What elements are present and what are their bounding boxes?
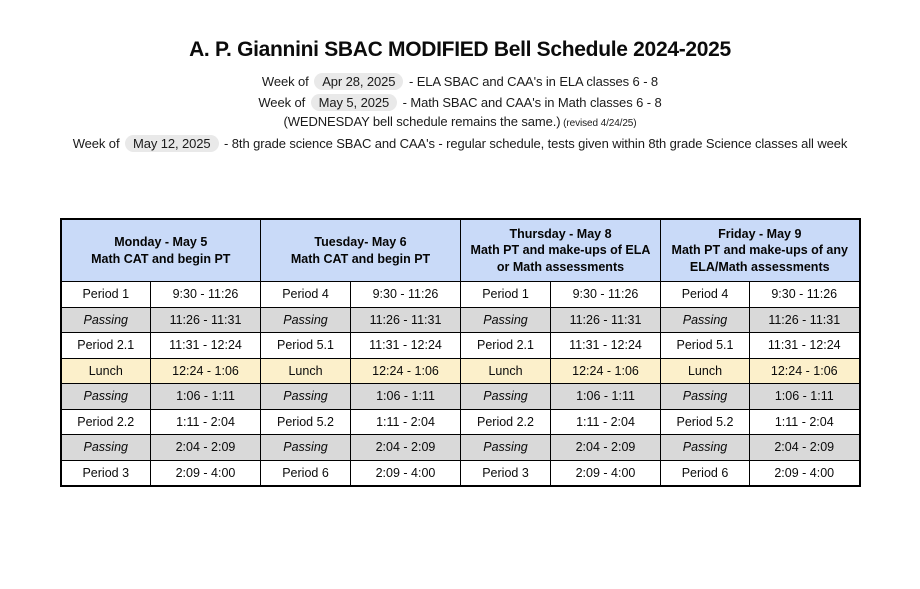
table-row — [61, 358, 860, 384]
week-line-1-prefix: Week of — [261, 74, 309, 89]
period-cell: Period 2.2 — [61, 409, 151, 435]
time-cell: 1:11 - 2:04 — [750, 409, 860, 435]
column-header-tuesday-subtitle: Math CAT and begin PT — [290, 251, 431, 266]
period-cell: Period 6 — [261, 460, 351, 486]
time-cell: 11:31 - 12:24 — [351, 333, 461, 359]
time-cell: 11:26 - 11:31 — [351, 307, 461, 333]
table-row — [61, 409, 860, 435]
week-line-1 — [0, 71, 920, 92]
time-cell: 12:24 - 1:06 — [351, 358, 461, 384]
time-cell: 12:24 - 1:06 — [551, 358, 661, 384]
time-cell: 11:31 - 12:24 — [551, 333, 661, 359]
wednesday-note-text: (WEDNESDAY bell schedule remains the same.) — [283, 114, 561, 129]
time-cell: 1:11 - 2:04 — [151, 409, 261, 435]
date-chip-may-5: May 5, 2025 — [311, 94, 397, 111]
period-cell: Period 5.2 — [661, 409, 750, 435]
wednesday-note-line — [0, 113, 920, 133]
week-line-3 — [0, 133, 920, 154]
date-chip-may-12: May 12, 2025 — [125, 135, 219, 152]
revised-note: (revised 4/24/25) — [560, 118, 637, 129]
period-cell: Period 3 — [61, 460, 151, 486]
column-header-friday-subtitle: Math PT and make-ups of any ELA/Math assessments — [671, 243, 848, 274]
week-line-2 — [0, 92, 920, 113]
period-cell: Lunch — [661, 358, 750, 384]
period-cell: Passing — [261, 435, 351, 461]
period-cell: Passing — [461, 435, 551, 461]
time-cell: 9:30 - 11:26 — [151, 282, 261, 308]
period-cell: Lunch — [61, 358, 151, 384]
page-title: A. P. Giannini SBAC MODIFIED Bell Schedule 2024-2025 — [189, 38, 731, 61]
period-cell: Period 6 — [661, 460, 750, 486]
time-cell: 11:26 - 11:31 — [750, 307, 860, 333]
period-cell: Period 5.1 — [661, 333, 750, 359]
time-cell: 2:09 - 4:00 — [351, 460, 461, 486]
column-header-friday — [661, 219, 860, 282]
time-cell: 2:04 - 2:09 — [151, 435, 261, 461]
time-cell: 1:06 - 1:11 — [750, 384, 860, 410]
header-row — [61, 219, 860, 282]
time-cell: 2:09 - 4:00 — [551, 460, 661, 486]
period-cell: Passing — [61, 307, 151, 333]
week-line-1-text: - ELA SBAC and CAA's in ELA classes 6 - 8 — [405, 74, 659, 89]
period-cell: Period 1 — [461, 282, 551, 308]
time-cell: 9:30 - 11:26 — [351, 282, 461, 308]
column-header-tuesday-title: Tuesday- May 6 — [314, 235, 407, 250]
time-cell: 9:30 - 11:26 — [551, 282, 661, 308]
date-chip-apr-28: Apr 28, 2025 — [314, 73, 403, 90]
time-cell: 11:31 - 12:24 — [750, 333, 860, 359]
period-cell: Period 2.1 — [461, 333, 551, 359]
time-cell: 2:09 - 4:00 — [151, 460, 261, 486]
period-cell: Period 2.2 — [461, 409, 551, 435]
time-cell: 1:06 - 1:11 — [351, 384, 461, 410]
period-cell: Passing — [61, 435, 151, 461]
period-cell: Period 5.1 — [261, 333, 351, 359]
time-cell: 11:26 - 11:31 — [551, 307, 661, 333]
time-cell: 9:30 - 11:26 — [750, 282, 860, 308]
period-cell: Passing — [461, 307, 551, 333]
table-row — [61, 460, 860, 486]
period-cell: Period 4 — [661, 282, 750, 308]
period-cell: Period 1 — [61, 282, 151, 308]
period-cell: Passing — [261, 307, 351, 333]
time-cell: 2:04 - 2:09 — [750, 435, 860, 461]
period-cell: Period 5.2 — [261, 409, 351, 435]
time-cell: 1:11 - 2:04 — [551, 409, 661, 435]
table-row — [61, 384, 860, 410]
column-header-monday-title: Monday - May 5 — [114, 235, 208, 250]
week-line-3-prefix: Week of — [72, 136, 120, 151]
time-cell: 1:06 - 1:11 — [551, 384, 661, 410]
column-header-thursday-title: Thursday - May 8 — [509, 227, 612, 242]
time-cell: 1:11 - 2:04 — [351, 409, 461, 435]
period-cell: Period 4 — [261, 282, 351, 308]
time-cell: 12:24 - 1:06 — [151, 358, 261, 384]
period-cell: Passing — [261, 384, 351, 410]
schedule-body — [61, 282, 860, 487]
table-row — [61, 282, 860, 308]
week-line-2-text: - Math SBAC and CAA's in Math classes 6 - 8 — [399, 95, 662, 110]
week-line-3-text: - 8th grade science SBAC and CAA's - regular schedule, tests given within 8th grade Science classes all week — [220, 136, 848, 151]
column-header-tuesday — [261, 219, 461, 282]
time-cell: 12:24 - 1:06 — [750, 358, 860, 384]
period-cell: Passing — [661, 435, 750, 461]
column-header-thursday-subtitle: Math PT and make-ups of ELA or Math assessments — [470, 243, 651, 274]
table-row — [61, 307, 860, 333]
time-cell: 11:26 - 11:31 — [151, 307, 261, 333]
period-cell: Lunch — [261, 358, 351, 384]
period-cell: Period 2.1 — [61, 333, 151, 359]
period-cell: Passing — [61, 384, 151, 410]
period-cell: Passing — [661, 307, 750, 333]
period-cell: Period 3 — [461, 460, 551, 486]
table-row — [61, 435, 860, 461]
column-header-friday-title: Friday - May 9 — [718, 227, 802, 242]
time-cell: 2:04 - 2:09 — [351, 435, 461, 461]
period-cell: Lunch — [461, 358, 551, 384]
column-header-monday-subtitle: Math CAT and begin PT — [91, 251, 231, 266]
bell-schedule-table — [60, 218, 861, 487]
column-header-thursday — [461, 219, 661, 282]
table-row — [61, 333, 860, 359]
period-cell: Passing — [461, 384, 551, 410]
column-header-monday — [61, 219, 261, 282]
period-cell: Passing — [661, 384, 750, 410]
schedule-table-container — [0, 218, 920, 487]
time-cell: 2:09 - 4:00 — [750, 460, 860, 486]
time-cell: 11:31 - 12:24 — [151, 333, 261, 359]
time-cell: 1:06 - 1:11 — [151, 384, 261, 410]
time-cell: 2:04 - 2:09 — [551, 435, 661, 461]
week-line-2-prefix: Week of — [258, 95, 306, 110]
